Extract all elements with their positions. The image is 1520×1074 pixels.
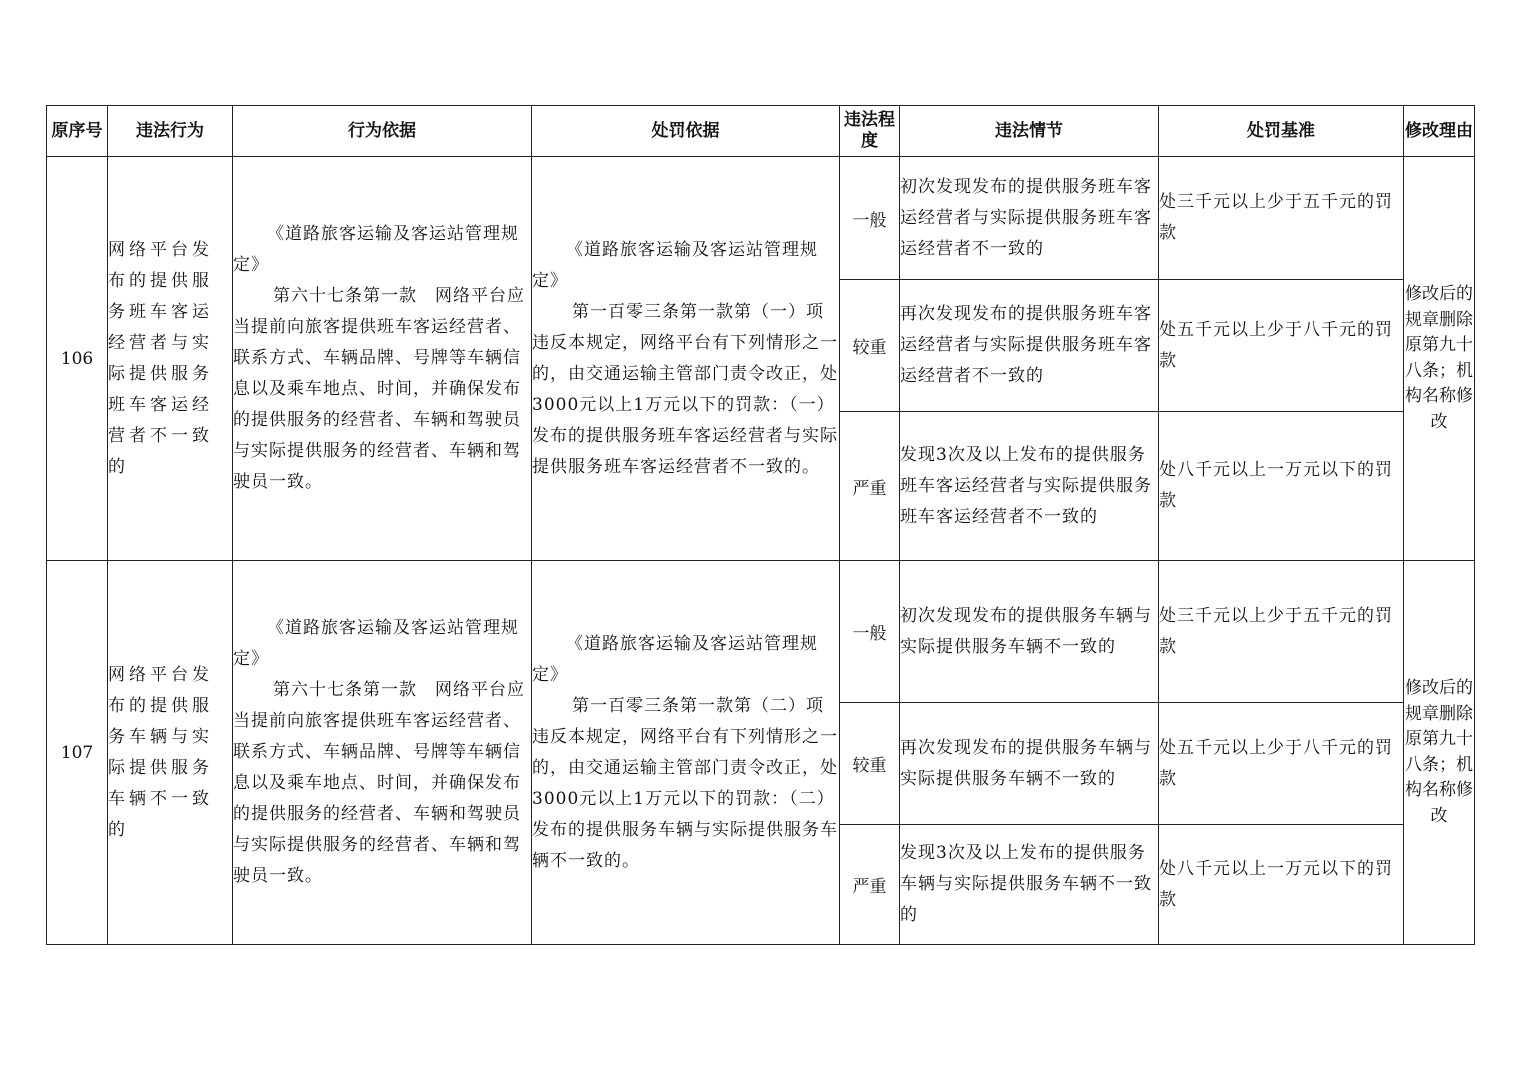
- degree-cell: 一般: [840, 561, 900, 703]
- standard-cell: 处八千元以上一万元以下的罚款: [1159, 825, 1404, 945]
- header-seq: 原序号: [47, 106, 108, 157]
- penalty-text: 第一百零三条第一款第（二）项 违反本规定，网络平台有下列情形之一的，由交通运输主管部门责令改正，处3000元以上1万元以下的罚款：（二）发布的提供服务车辆与实际提供服务车辆不一致的。: [532, 695, 842, 871]
- seq-cell: 106: [47, 157, 108, 561]
- header-standard: 处罚基准: [1159, 106, 1404, 157]
- standard-cell: 处三千元以上少于五千元的罚款: [1159, 157, 1404, 280]
- standard-cell: 处三千元以上少于五千元的罚款: [1159, 561, 1404, 703]
- circumstance-cell: 发现3次及以上发布的提供服务班车客运经营者与实际提供服务班车客运经营者不一致的: [900, 412, 1159, 561]
- standard-cell: 处八千元以上一万元以下的罚款: [1159, 412, 1404, 561]
- behavior-cell: 网络平台发布的提供服务车辆与实际提供服务车辆不一致的: [108, 561, 233, 945]
- degree-cell: 较重: [840, 703, 900, 825]
- seq-cell: 107: [47, 561, 108, 945]
- basis-title: 《道路旅客运输及客运站管理规定》: [233, 224, 519, 275]
- degree-cell: 严重: [840, 825, 900, 945]
- basis-cell: [233, 561, 532, 945]
- behavior-cell: 网络平台发布的提供服务班车客运经营者与实际提供服务班车客运经营者不一致的: [108, 157, 233, 561]
- penalty-text: 第一百零三条第一款第（一）项 违反本规定，网络平台有下列情形之一的，由交通运输主管部门责令改正，处3000元以上1万元以下的罚款：（一）发布的提供服务班车客运经营者与实际提供服务班车客运经营者不一致的。: [532, 301, 842, 477]
- header-penalty-basis: 处罚依据: [532, 106, 840, 157]
- penalty-basis-cell: [532, 157, 840, 561]
- circumstance-cell: 初次发现发布的提供服务班车客运经营者与实际提供服务班车客运经营者不一致的: [900, 157, 1159, 280]
- header-behavior: 违法行为: [108, 106, 233, 157]
- standard-cell: 处五千元以上少于八千元的罚款: [1159, 703, 1404, 825]
- penalty-basis-cell: [532, 561, 840, 945]
- circumstance-cell: 再次发现发布的提供服务车辆与实际提供服务车辆不一致的: [900, 703, 1159, 825]
- circumstance-cell: 发现3次及以上发布的提供服务车辆与实际提供服务车辆不一致的: [900, 825, 1159, 945]
- basis-cell: [233, 157, 532, 561]
- basis-text: 第六十七条第一款 网络平台应当提前向旅客提供班车客运经营者、联系方式、车辆品牌、号牌等车辆信息以及乘车地点、时间，并确保发布的提供服务的经营者、车辆和驾驶员与实际提供服务的经营者、车辆和驾驶员一致。: [233, 286, 525, 492]
- basis-title: 《道路旅客运输及客运站管理规定》: [233, 618, 519, 669]
- standard-cell: 处五千元以上少于八千元的罚款: [1159, 280, 1404, 412]
- table-row: [47, 561, 1475, 703]
- header-basis: 行为依据: [233, 106, 532, 157]
- penalty-standard-table: [46, 105, 1475, 945]
- header-reason: 修改理由: [1404, 106, 1475, 157]
- reason-cell: 修改后的规章删除原第九十八条；机构名称修改: [1404, 561, 1475, 945]
- circumstance-cell: 再次发现发布的提供服务班车客运经营者与实际提供服务班车客运经营者不一致的: [900, 280, 1159, 412]
- reason-cell: 修改后的规章删除原第九十八条；机构名称修改: [1404, 157, 1475, 561]
- header-circumstance: 违法情节: [900, 106, 1159, 157]
- header-row: [47, 106, 1475, 157]
- table-row: [47, 157, 1475, 280]
- penalty-title: 《道路旅客运输及客运站管理规定》: [532, 633, 818, 685]
- circumstance-cell: 初次发现发布的提供服务车辆与实际提供服务车辆不一致的: [900, 561, 1159, 703]
- header-degree: 违法程度: [840, 106, 900, 157]
- degree-cell: 严重: [840, 412, 900, 561]
- degree-cell: 一般: [840, 157, 900, 280]
- penalty-title: 《道路旅客运输及客运站管理规定》: [532, 239, 818, 291]
- degree-cell: 较重: [840, 280, 900, 412]
- basis-text: 第六十七条第一款 网络平台应当提前向旅客提供班车客运经营者、联系方式、车辆品牌、号牌等车辆信息以及乘车地点、时间，并确保发布的提供服务的经营者、车辆和驾驶员与实际提供服务的经营者、车辆和驾驶员一致。: [233, 680, 525, 886]
